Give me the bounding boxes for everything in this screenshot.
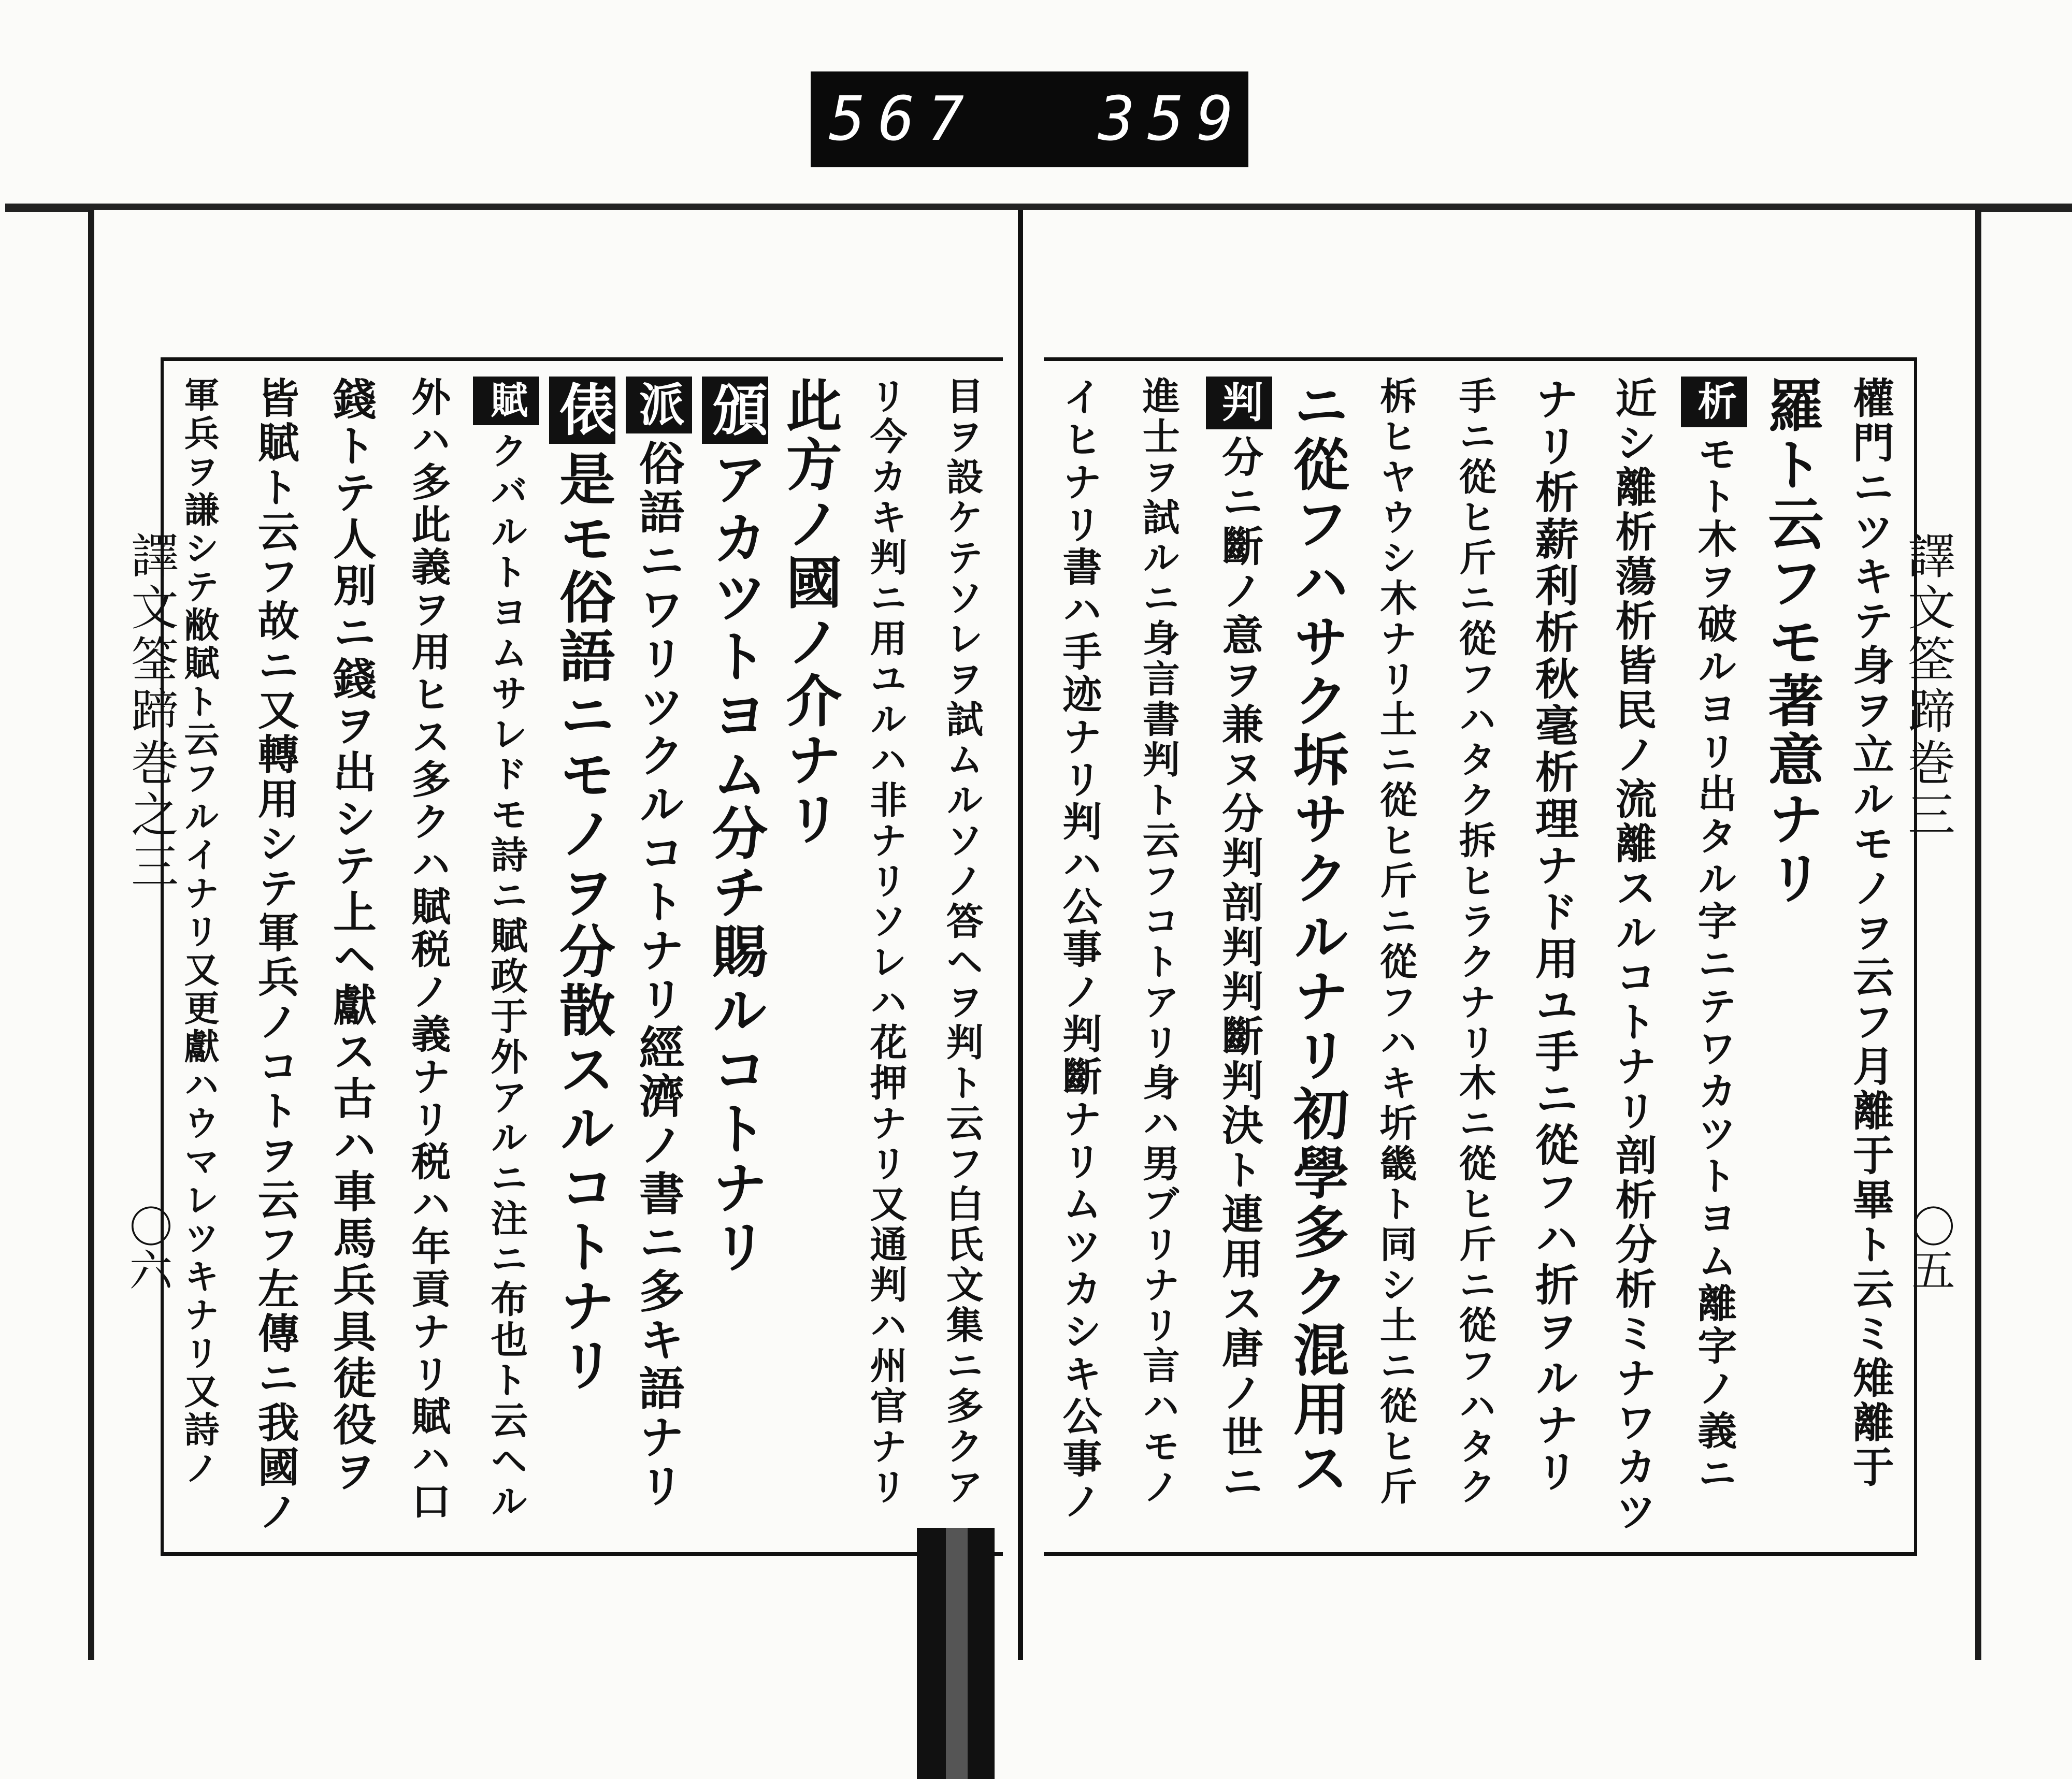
text-column: 羅ト云フモ著意ナリ bbox=[1758, 377, 1824, 908]
left-text-frame bbox=[161, 357, 1003, 1556]
text-column: 手ニ從ヒ斤ニ從フハタク拆ヒラクナリ木ニ從ヒ斤ニ從フハタク bbox=[1452, 377, 1497, 1508]
catalog-number-left: 567 bbox=[829, 83, 977, 154]
entry-headword: 析 bbox=[1681, 377, 1747, 427]
right-folio: 〇五 bbox=[1905, 1204, 1955, 1291]
text-column: 軍兵ヲ謙シテ敝賦ト云フルイナリ又更獻ハウマレツキナリ又詩ノ bbox=[178, 377, 220, 1488]
catalog-number-label bbox=[811, 71, 1248, 167]
text-column: 進士ヲ試ルニ身言書判ト云フコトアリ身ハ男ブリナリ言ハモノ bbox=[1136, 377, 1181, 1508]
entry-text: クバルトヨムサレドモ詩ニ賦政于外アルニ注ニ布也ト云ヘル bbox=[484, 431, 529, 1522]
text-column: 外ハ多此義ヲ用ヒス多クハ賦税ノ義ナリ税ハ年貢ナリ賦ハ口 bbox=[405, 377, 451, 1523]
text-column: ナリ析薪利析秋毫析理ナド用ユ手ニ從フハ折ヲルナリ bbox=[1528, 377, 1580, 1495]
text-column: 柝ヒヤウシ木ナリ土ニ從ヒ斤ニ從フハキ圻畿ト同シ土ニ從ヒ斤 bbox=[1373, 377, 1418, 1508]
text-column: 權門ニツキテ身ヲ立ルモノヲ云フ月離于畢ト云ミ雉離于 bbox=[1846, 377, 1895, 1490]
text-column: 目ヲ設ケテソレヲ試ムルソノ答ヘヲ判ト云フ白氏文集ニ多クア bbox=[940, 377, 984, 1508]
text-column bbox=[626, 377, 692, 1511]
entry-text: 是モ俗語ニモノヲ分散スルコトナリ bbox=[550, 450, 615, 1395]
text-column: 近シ離析蕩析皆民ノ流離スルコトナリ剖析分析ミナワカツ bbox=[1608, 377, 1658, 1535]
text-column bbox=[473, 377, 539, 1522]
text-column bbox=[702, 377, 768, 1277]
text-column: イヒナリ書ハ手迹ナリ判ハ公事ノ判斷ナリムツカシキ公事ノ bbox=[1056, 377, 1102, 1523]
entry-headword: 判 bbox=[1206, 377, 1272, 429]
text-column bbox=[1206, 377, 1272, 1505]
entry-text: 俗語ニワリツクルコトナリ經濟ノ書ニ多キ語ナリ bbox=[631, 440, 686, 1511]
text-column bbox=[1681, 377, 1747, 1495]
right-margin-title: 譯文筌蹄巻三 bbox=[1900, 531, 1955, 842]
text-column: 皆賦ト云フ故ニ又轉用シテ軍兵ノコトヲ云フ左傳ニ我國ノ bbox=[251, 377, 300, 1535]
right-page-edge bbox=[1975, 210, 1981, 1660]
text-column: ニ從フハサク坼サクルナリ初學多ク混用ス bbox=[1284, 377, 1349, 1498]
book-spine-highlight bbox=[946, 1528, 968, 1779]
entry-text: アカツトヨム分チ賜ルコトナリ bbox=[702, 450, 768, 1277]
entry-headword: 俵 bbox=[549, 377, 615, 444]
entry-headword: 頒 bbox=[702, 377, 768, 444]
text-column: リ今カキ判ニ用ユルハ非ナリソレハ花押ナリ又通判ハ州官ナリ bbox=[864, 377, 908, 1508]
text-column: 此方ノ國ノ介ナリ bbox=[776, 377, 842, 849]
left-folio: 〇六 bbox=[122, 1204, 173, 1291]
entry-headword: 派 bbox=[626, 377, 692, 433]
right-text-frame bbox=[1044, 357, 1917, 1556]
right-page bbox=[1023, 210, 1981, 1660]
entry-text: モト木ヲ破ルヨリ出タル字ニテワカツトヨム離字ノ義ニ bbox=[1691, 433, 1737, 1495]
left-page-edge bbox=[88, 210, 94, 1660]
entry-headword: 賦 bbox=[473, 377, 539, 425]
left-margin-title: 譯文筌蹄巻之三 bbox=[123, 531, 179, 893]
left-page bbox=[88, 210, 1025, 1660]
text-column: 錢トテ人別ニ錢ヲ出シテ上ヘ獻ス古ハ車馬兵具徒役ヲ bbox=[326, 377, 378, 1495]
catalog-number-right: 359 bbox=[1098, 83, 1246, 154]
text-column bbox=[549, 377, 615, 1395]
entry-text: 分ニ斷ノ意ヲ兼ヌ分判剖判判斷判決ト連用ス唐ノ世ニ bbox=[1215, 436, 1264, 1505]
